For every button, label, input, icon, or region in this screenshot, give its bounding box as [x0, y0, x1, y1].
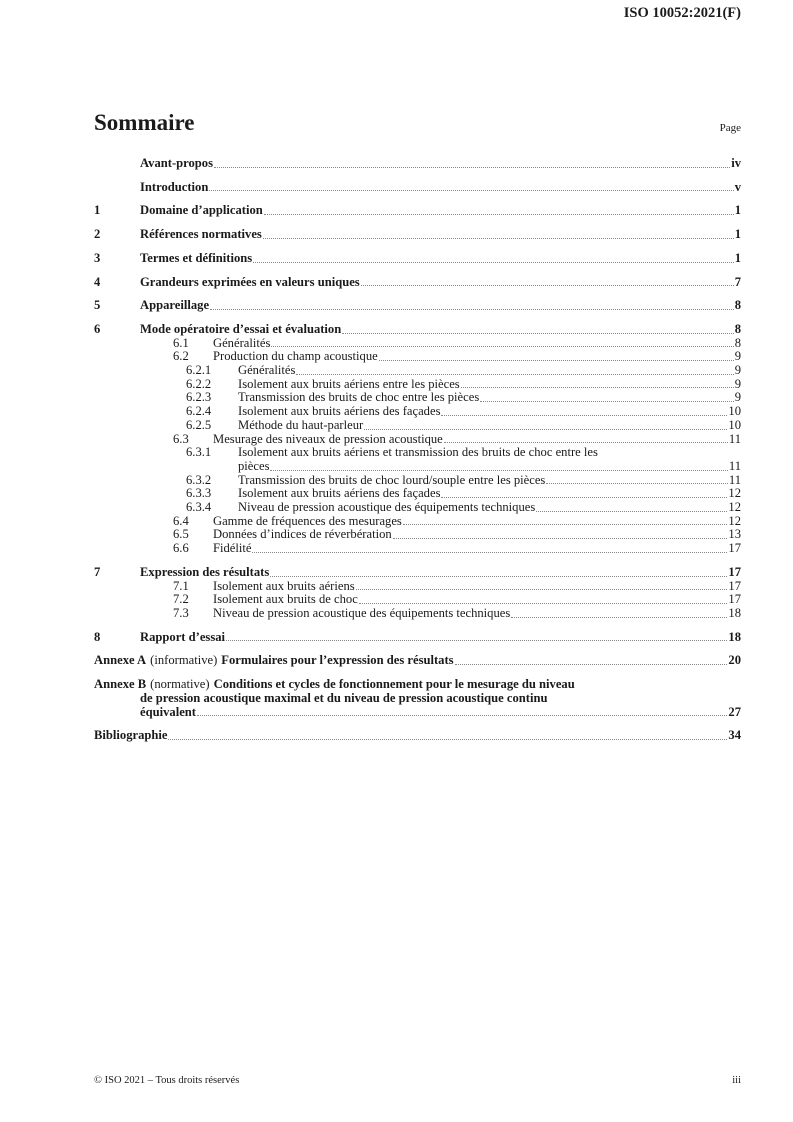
dot-leader: [364, 429, 727, 430]
toc-entry[interactable]: [94, 528, 741, 542]
dot-leader: [480, 401, 733, 402]
toc-entry-title: Mesurage des niveaux de pression acoustique: [213, 431, 443, 446]
toc-entry-title: Transmission des bruits de choc lourd/souple entre les pièces: [238, 472, 546, 487]
toc-entry[interactable]: [94, 515, 741, 529]
toc-entry-page: 18: [728, 629, 741, 644]
annex-entry[interactable]: [94, 692, 741, 706]
toc-entry-page: 9: [734, 349, 741, 364]
annex-entry[interactable]: [94, 654, 741, 668]
toc-entry[interactable]: [94, 405, 741, 419]
dot-leader: [263, 238, 734, 239]
toc-entry-title: Isolement aux bruits aériens et transmission des bruits de choc entre les: [238, 445, 598, 460]
toc-entry-page: 8: [734, 298, 741, 313]
toc-entry-number: 2: [94, 227, 101, 242]
toc-entry-number: 6.2.1: [186, 363, 212, 378]
toc-entry[interactable]: [94, 323, 741, 337]
toc-entry-title: Niveau de pression acoustique des équipements techniques: [213, 605, 511, 620]
toc-entry[interactable]: [94, 181, 741, 195]
toc-entry[interactable]: [94, 433, 741, 447]
toc-entry-page: 7: [734, 274, 741, 289]
toc-entry-page: 8: [734, 335, 741, 350]
toc-entry-page: v: [734, 179, 741, 194]
toc-entry-title: Transmission des bruits de choc entre les pièces: [238, 390, 480, 405]
toc-entry-page: 1: [734, 227, 741, 242]
toc-entry-page: 17: [728, 541, 741, 556]
annex-entry[interactable]: [94, 678, 741, 692]
toc-entry-title: Références normatives: [140, 227, 262, 242]
toc-entry-title: Grandeurs exprimées en valeurs uniques: [140, 274, 360, 289]
toc-entry-number: 8: [94, 629, 101, 644]
toc-entry[interactable]: [94, 228, 741, 242]
toc-entry-title: Avant-propos: [140, 156, 214, 170]
dot-leader: [271, 346, 733, 347]
toc-entry-number: 6.2: [173, 349, 189, 364]
toc-entry-page: 12: [728, 486, 741, 501]
toc-entry-title: Introduction: [140, 179, 209, 194]
toc-entry-title: Isolement aux bruits de choc: [213, 592, 358, 607]
annex-kind: (informative): [150, 653, 218, 668]
toc-entry-number: 5: [94, 298, 101, 313]
toc-entry-number: 6.3.3: [186, 486, 212, 501]
toc-entry[interactable]: [94, 593, 741, 607]
toc-entry-number: 7.2: [173, 592, 189, 607]
toc-entry[interactable]: [94, 501, 741, 515]
toc-entry-number: 6.3: [173, 431, 189, 446]
dot-leader: [270, 470, 727, 471]
dot-leader: [441, 497, 727, 498]
page-column-label: Page: [719, 122, 741, 134]
toc-entry-continuation[interactable]: [94, 460, 741, 474]
dot-leader: [546, 483, 728, 484]
toc-entry-number: 1: [94, 203, 101, 218]
toc-entry-number: 6.2.5: [186, 417, 212, 432]
dot-leader: [511, 617, 727, 618]
toc-entry-number: 7.3: [173, 605, 189, 620]
toc-entry-title: Isolement aux bruits aériens entre les pièces: [238, 376, 460, 391]
dot-leader: [226, 640, 727, 641]
toc-entry-page: 10: [728, 404, 741, 419]
toc-entry-number: 6.1: [173, 335, 189, 350]
toc-entry-title: Production du champ acoustique: [213, 349, 378, 364]
toc-entry-number: 3: [94, 250, 101, 265]
dot-leader: [356, 589, 728, 590]
toc-entry[interactable]: [94, 487, 741, 501]
annex-page: 27: [728, 704, 741, 719]
dot-leader: [379, 360, 734, 361]
dot-leader: [264, 214, 734, 215]
toc-entry-page: iv: [731, 156, 741, 170]
toc-entry[interactable]: [94, 391, 741, 405]
dot-leader: [270, 576, 727, 577]
toc-entry[interactable]: [94, 542, 741, 556]
dot-leader: [252, 552, 727, 553]
toc-entry-number: 6.2.3: [186, 390, 212, 405]
toc-entry-number: 6.3.2: [186, 472, 212, 487]
dot-leader: [342, 333, 733, 334]
toc-entry-title: Niveau de pression acoustique des équipements techniques: [238, 500, 536, 515]
toc-entry-number: 6: [94, 321, 101, 336]
annex-label: Annexe A: [94, 653, 147, 668]
toc-entry-number: 6.3.4: [186, 500, 212, 515]
toc-entry-page: 9: [734, 376, 741, 391]
document-id: ISO 10052:2021(F): [623, 5, 741, 21]
dot-leader: [361, 285, 734, 286]
dot-leader: [444, 442, 728, 443]
dot-leader: [210, 309, 734, 310]
toc-entry[interactable]: [94, 474, 741, 488]
page-title: Sommaire: [94, 110, 195, 135]
toc-entry-number: 6.3.1: [186, 445, 212, 460]
annex-kind: (normative): [150, 677, 210, 692]
toc-entry[interactable]: [94, 204, 741, 218]
toc-entry[interactable]: [94, 446, 741, 460]
toc-entry[interactable]: [94, 566, 741, 580]
toc-entry-page: 12: [728, 500, 741, 515]
toc-entry-page: 11: [728, 472, 741, 487]
toc-entry-title: Termes et définitions: [140, 250, 253, 265]
toc-entry-page: 9: [734, 390, 741, 405]
dot-leader: [214, 167, 730, 168]
dot-leader: [168, 739, 727, 740]
toc-entry[interactable]: [94, 580, 741, 594]
dot-leader: [461, 387, 734, 388]
toc-entry-title: Domaine d’application: [140, 203, 263, 218]
toc-entry-title: Rapport d’essai: [140, 629, 226, 644]
toc-entry-number: 6.4: [173, 513, 189, 528]
toc-entry[interactable]: [94, 419, 741, 433]
dot-leader: [253, 262, 734, 263]
toc-entry[interactable]: [94, 337, 741, 351]
footer-copyright: © ISO 2021 – Tous droits réservés: [94, 1075, 240, 1086]
table-of-contents: [94, 157, 741, 743]
toc-entry-page: 11: [728, 431, 741, 446]
toc-entry-title: Généralités: [238, 363, 296, 378]
annex-title: Formulaires pour l’expression des résultats: [221, 653, 454, 668]
toc-entry-title: Isolement aux bruits aériens des façades: [238, 404, 441, 419]
toc-entry[interactable]: [94, 378, 741, 392]
toc-entry-title: Isolement aux bruits aériens: [213, 578, 355, 593]
annex-page: 20: [728, 653, 741, 668]
annex-title: Conditions et cycles de fonctionnement pour le mesurage du niveau: [213, 677, 575, 692]
toc-entry-number: 6.2.2: [186, 376, 212, 391]
dot-leader: [197, 715, 727, 716]
toc-entry-title: Gamme de fréquences des mesurages: [213, 513, 402, 528]
toc-entry-title: Appareillage: [140, 298, 210, 313]
toc-entry-title: Expression des résultats: [140, 564, 270, 579]
bibliography-entry[interactable]: [94, 729, 741, 743]
toc-entry-page: 10: [728, 417, 741, 432]
annex-title: équivalent: [140, 704, 196, 719]
toc-entry-title: Isolement aux bruits aériens des façades: [238, 486, 441, 501]
dot-leader: [536, 511, 727, 512]
toc-entry-page: 1: [734, 250, 741, 265]
dot-leader: [209, 190, 733, 191]
toc-entry[interactable]: [94, 350, 741, 364]
toc-entry-number: 7: [94, 564, 101, 579]
toc-entry-title: Méthode du haut-parleur: [238, 417, 364, 432]
toc-entry-page: 1: [734, 203, 741, 218]
annex-entry[interactable]: [94, 706, 741, 720]
toc-entry-number: 7.1: [173, 578, 189, 593]
toc-entry-title: Fidélité: [213, 541, 252, 556]
bibliography-page: 34: [728, 728, 741, 743]
toc-entry[interactable]: [94, 299, 741, 313]
toc-entry-title-continued: pièces: [238, 458, 270, 473]
dot-leader: [393, 538, 728, 539]
toc-entry-number: 4: [94, 274, 101, 289]
toc-entry[interactable]: [94, 631, 741, 645]
toc-entry-number: 6.2.4: [186, 404, 212, 419]
toc-entry[interactable]: [94, 607, 741, 621]
toc-entry-page: 17: [728, 578, 741, 593]
dot-leader: [455, 664, 728, 665]
footer-page-number: iii: [732, 1075, 741, 1086]
toc-entry-page: 13: [728, 527, 741, 542]
toc-entry-page: 9: [734, 363, 741, 378]
toc-entry[interactable]: [94, 364, 741, 378]
toc-entry-number: 6.5: [173, 527, 189, 542]
annex-title: de pression acoustique maximal et du niveau de pression acoustique continu: [140, 690, 548, 705]
toc-entry-page: 17: [728, 592, 741, 607]
annex-label: Annexe B: [94, 677, 147, 692]
toc-entry-page: 18: [728, 605, 741, 620]
toc-entry-page: 11: [728, 458, 741, 473]
dot-leader: [403, 524, 728, 525]
toc-entry[interactable]: [94, 157, 741, 171]
toc-entry[interactable]: [94, 252, 741, 266]
toc-entry-title: Données d’indices de réverbération: [213, 527, 392, 542]
dot-leader: [441, 415, 727, 416]
dot-leader: [359, 603, 728, 604]
toc-entry-page: 12: [728, 513, 741, 528]
toc-entry-number: 6.6: [173, 541, 189, 556]
toc-entry-page: 8: [734, 321, 741, 336]
toc-entry-title: Mode opératoire d’essai et évaluation: [140, 321, 342, 336]
toc-entry-page: 17: [728, 564, 741, 579]
toc-entry[interactable]: [94, 276, 741, 290]
toc-entry-title: Généralités: [213, 335, 271, 350]
dot-leader: [296, 374, 733, 375]
bibliography-title: Bibliographie: [94, 728, 168, 743]
